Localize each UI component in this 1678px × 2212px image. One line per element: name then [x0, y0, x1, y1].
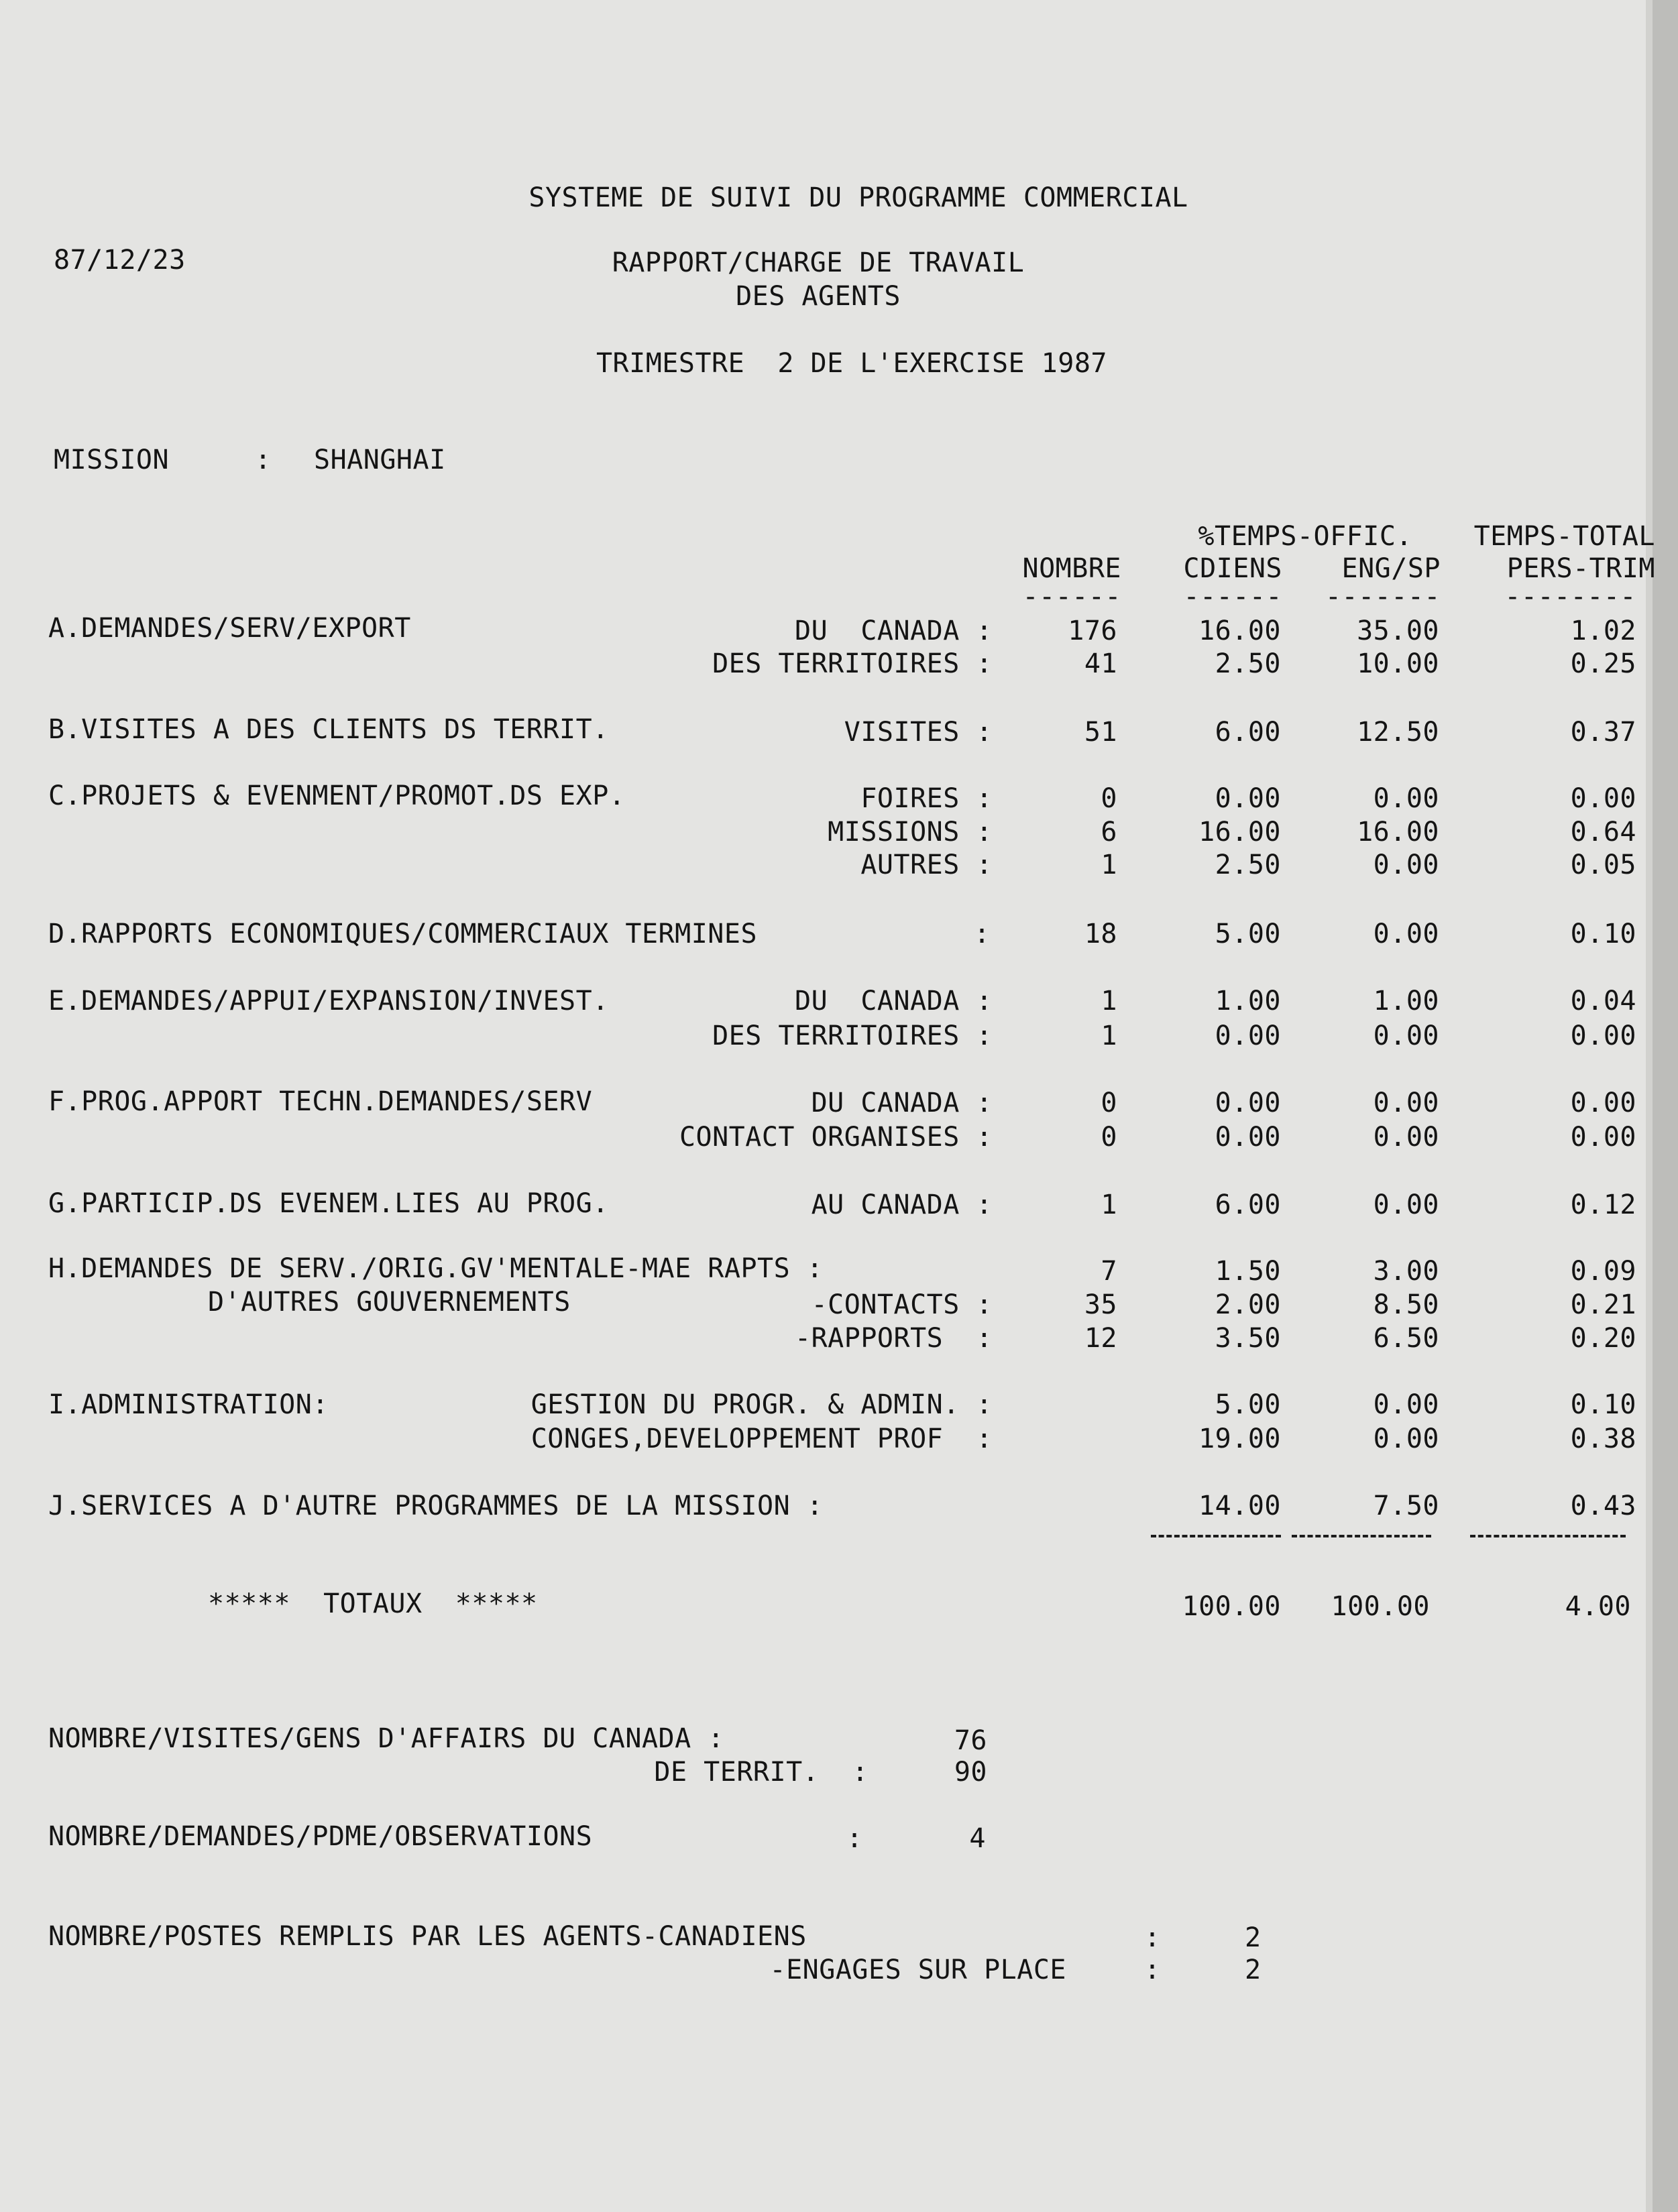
row-d1-engsp: 0.00: [1373, 919, 1439, 949]
row-h2-nombre: 35: [1084, 1289, 1117, 1320]
totals-total: 4.00: [1565, 1591, 1631, 1622]
row-a-label: A.DEMANDES/SERV/EXPORT: [48, 613, 411, 644]
row-f2-total: 0.00: [1570, 1122, 1636, 1153]
row-i1-sub: GESTION DU PROGR. & ADMIN. :: [530, 1389, 993, 1420]
row-i2-sub: CONGES,DEVELOPPEMENT PROF :: [530, 1423, 993, 1454]
row-e2-sub: DES TERRITOIRES :: [712, 1021, 993, 1051]
row-b1-sub: VISITES :: [844, 717, 993, 748]
row-c3-cdiens: 2.50: [1215, 850, 1281, 880]
row-h1-total: 0.09: [1570, 1256, 1636, 1287]
col-header-nombre: NOMBRE: [1022, 553, 1121, 584]
row-j1-cdiens: 14.00: [1198, 1491, 1281, 1521]
mission-value: SHANGHAI: [314, 445, 446, 475]
row-h3-engsp: 6.50: [1373, 1323, 1439, 1354]
row-c1-nombre: 0: [1101, 783, 1117, 814]
visits-label-territ: DE TERRIT. :: [654, 1757, 869, 1788]
row-h1-cdiens: 1.50: [1215, 1256, 1281, 1287]
row-e2-nombre: 1: [1101, 1021, 1117, 1051]
row-b1-total: 0.37: [1570, 717, 1636, 748]
row-c3-engsp: 0.00: [1373, 850, 1439, 880]
row-h1-nombre: 7: [1101, 1256, 1117, 1287]
row-g1-cdiens: 6.00: [1215, 1189, 1281, 1220]
row-i2-engsp: 0.00: [1373, 1423, 1439, 1454]
row-h2-cdiens: 2.00: [1215, 1289, 1281, 1320]
row-d1-sep: :: [974, 919, 991, 949]
row-i-label: I.ADMINISTRATION:: [48, 1389, 329, 1420]
row-c2-engsp: 16.00: [1357, 817, 1439, 848]
row-i1-total: 0.10: [1570, 1389, 1636, 1420]
row-e2-cdiens: 0.00: [1215, 1021, 1281, 1051]
row-b1-nombre: 51: [1084, 717, 1117, 748]
report-subtitle-line1: RAPPORT/CHARGE DE TRAVAIL: [612, 247, 1025, 278]
totals-label: ***** TOTAUX *****: [208, 1588, 538, 1619]
row-a1-engsp: 35.00: [1357, 616, 1439, 646]
demandes-label: NOMBRE/DEMANDES/PDME/OBSERVATIONS: [48, 1821, 593, 1852]
row-c3-nombre: 1: [1101, 850, 1117, 880]
row-c2-total: 0.64: [1570, 817, 1636, 848]
row-a2-cdiens: 2.50: [1215, 648, 1281, 679]
row-f2-cdiens: 0.00: [1215, 1122, 1281, 1153]
row-e1-nombre: 1: [1101, 986, 1117, 1016]
col-underline-cdiens: ------: [1183, 581, 1282, 612]
mission-label: MISSION: [54, 445, 170, 475]
row-h3-cdiens: 3.50: [1215, 1323, 1281, 1354]
row-a1-nombre: 176: [1068, 616, 1117, 646]
row-h2-sub: -CONTACTS :: [811, 1289, 993, 1320]
col-header-total-bottom: PERS-TRIM: [1506, 553, 1655, 584]
col-underline-nombre: ------: [1022, 581, 1121, 612]
row-a2-nombre: 41: [1084, 648, 1117, 679]
row-i2-total: 0.38: [1570, 1423, 1636, 1454]
col-header-cdiens: CDIENS: [1183, 553, 1282, 584]
total-rule-total: [1470, 1535, 1626, 1537]
row-c1-total: 0.00: [1570, 783, 1636, 814]
page-edge-shadow: [1653, 0, 1678, 2212]
row-a2-total: 0.25: [1570, 648, 1636, 679]
row-j-label: J.SERVICES A D'AUTRE PROGRAMMES DE LA MISSION :: [48, 1491, 824, 1521]
row-f1-nombre: 0: [1101, 1088, 1117, 1118]
postes-label-place: -ENGAGES SUR PLACE: [769, 1955, 1066, 1985]
row-c3-sub: AUTRES :: [860, 850, 993, 880]
row-h3-sub: -RAPPORTS :: [795, 1323, 993, 1354]
totals-cdiens: 100.00: [1182, 1591, 1281, 1622]
row-c1-engsp: 0.00: [1373, 783, 1439, 814]
row-e1-sub: DU CANADA :: [795, 986, 993, 1016]
row-e1-cdiens: 1.00: [1215, 986, 1281, 1016]
postes-value-canadiens: 2: [1245, 1922, 1262, 1953]
totals-engsp: 100.00: [1331, 1591, 1430, 1622]
row-e2-total: 0.00: [1570, 1021, 1636, 1051]
row-a2-sub: DES TERRITOIRES :: [712, 648, 993, 679]
row-a1-sub: DU CANADA :: [795, 616, 993, 646]
report-title: SYSTEME DE SUIVI DU PROGRAMME COMMERCIAL: [528, 182, 1188, 213]
row-f2-nombre: 0: [1101, 1122, 1117, 1153]
row-f1-cdiens: 0.00: [1215, 1088, 1281, 1118]
row-h2-label: D'AUTRES GOUVERNEMENTS: [208, 1287, 571, 1318]
visits-value-territ: 90: [954, 1757, 987, 1788]
row-g1-engsp: 0.00: [1373, 1189, 1439, 1220]
report-date: 87/12/23: [54, 245, 186, 276]
row-h1-engsp: 3.00: [1373, 1256, 1439, 1287]
row-c2-sub: MISSIONS :: [828, 817, 993, 848]
report-quarter: TRIMESTRE 2 DE L'EXERCISE 1987: [596, 348, 1108, 379]
total-rule-cdiens: [1151, 1535, 1281, 1537]
row-c2-cdiens: 16.00: [1198, 817, 1281, 848]
row-j1-total: 0.43: [1570, 1491, 1636, 1521]
row-h3-total: 0.20: [1570, 1323, 1636, 1354]
row-h-label: H.DEMANDES DE SERV./ORIG.GV'MENTALE-MAE RAPTS :: [48, 1253, 824, 1284]
visits-value-canada: 76: [954, 1725, 987, 1756]
row-g1-nombre: 1: [1101, 1189, 1117, 1220]
row-a2-engsp: 10.00: [1357, 648, 1439, 679]
row-e1-total: 0.04: [1570, 986, 1636, 1016]
col-header-total-top: TEMPS-TOTAL: [1473, 521, 1655, 552]
total-rule-engsp: [1292, 1535, 1431, 1537]
row-g1-total: 0.12: [1570, 1189, 1636, 1220]
col-underline-total: --------: [1504, 581, 1636, 612]
row-c1-sub: FOIRES :: [860, 783, 993, 814]
row-e1-engsp: 1.00: [1373, 986, 1439, 1016]
visits-label: NOMBRE/VISITES/GENS D'AFFAIRS DU CANADA :: [48, 1723, 724, 1754]
demandes-separator: :: [846, 1823, 863, 1854]
row-e-label: E.DEMANDES/APPUI/EXPANSION/INVEST.: [48, 986, 609, 1016]
postes-separator-2: :: [1144, 1955, 1161, 1985]
row-c3-total: 0.05: [1570, 850, 1636, 880]
row-c-label: C.PROJETS & EVENMENT/PROMOT.DS EXP.: [48, 780, 626, 811]
row-b1-engsp: 12.50: [1357, 717, 1439, 748]
row-g1-sub: AU CANADA :: [811, 1189, 993, 1220]
row-f2-engsp: 0.00: [1373, 1122, 1439, 1153]
postes-label: NOMBRE/POSTES REMPLIS PAR LES AGENTS-CANADIENS: [48, 1921, 807, 1952]
row-a1-total: 1.02: [1570, 616, 1636, 646]
report-subtitle-line2: DES AGENTS: [736, 281, 901, 312]
row-f1-total: 0.00: [1570, 1088, 1636, 1118]
row-d1-total: 0.10: [1570, 919, 1636, 949]
demandes-value: 4: [969, 1823, 986, 1854]
col-header-engsp: ENG/SP: [1341, 553, 1441, 584]
row-h2-engsp: 8.50: [1373, 1289, 1439, 1320]
row-j1-engsp: 7.50: [1373, 1491, 1439, 1521]
row-h2-total: 0.21: [1570, 1289, 1636, 1320]
row-d1-nombre: 18: [1084, 919, 1117, 949]
row-b-label: B.VISITES A DES CLIENTS DS TERRIT.: [48, 714, 609, 745]
row-f1-sub: DU CANADA :: [811, 1088, 993, 1118]
postes-separator-1: :: [1144, 1922, 1161, 1953]
row-f-label: F.PROG.APPORT TECHN.DEMANDES/SERV: [48, 1086, 593, 1117]
page-edge-shadow-inner: [1646, 0, 1653, 2212]
row-i2-cdiens: 19.00: [1198, 1423, 1281, 1454]
row-c2-nombre: 6: [1101, 817, 1117, 848]
postes-value-place: 2: [1245, 1955, 1262, 1985]
row-i1-cdiens: 5.00: [1215, 1389, 1281, 1420]
row-i1-engsp: 0.00: [1373, 1389, 1439, 1420]
col-header-temps: %TEMPS-OFFIC.: [1198, 521, 1412, 552]
row-f1-engsp: 0.00: [1373, 1088, 1439, 1118]
row-d-label: D.RAPPORTS ECONOMIQUES/COMMERCIAUX TERMINES: [48, 919, 758, 949]
col-underline-engsp: -------: [1325, 581, 1441, 612]
row-f2-sub: CONTACT ORGANISES :: [679, 1122, 993, 1153]
row-g-label: G.PARTICIP.DS EVENEM.LIES AU PROG.: [48, 1188, 609, 1219]
row-c1-cdiens: 0.00: [1215, 783, 1281, 814]
row-e2-engsp: 0.00: [1373, 1021, 1439, 1051]
row-d1-cdiens: 5.00: [1215, 919, 1281, 949]
row-a1-cdiens: 16.00: [1198, 616, 1281, 646]
row-b1-cdiens: 6.00: [1215, 717, 1281, 748]
mission-separator: :: [255, 445, 272, 475]
row-h3-nombre: 12: [1084, 1323, 1117, 1354]
